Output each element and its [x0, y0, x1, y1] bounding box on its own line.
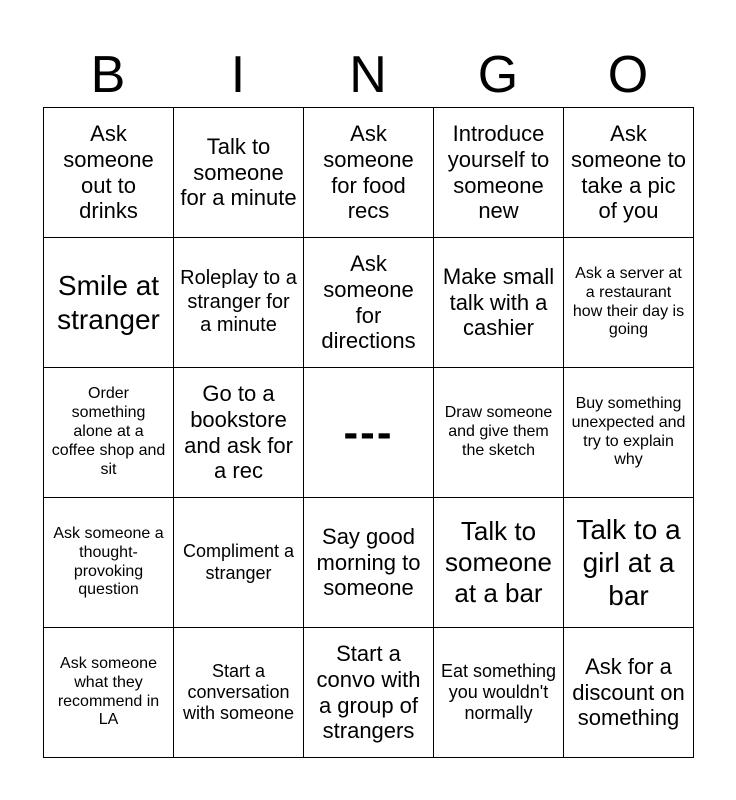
- header-letter-i: I: [230, 46, 246, 104]
- bingo-cell[interactable]: Start a convo with a group of strangers: [304, 628, 434, 758]
- bingo-cell[interactable]: Go to a bookstore and ask for a rec: [174, 368, 304, 498]
- bingo-board: [43, 107, 694, 758]
- board-row-2: [44, 238, 694, 368]
- bingo-cell[interactable]: Ask someone out to drinks: [44, 108, 174, 238]
- board-row-3: [44, 368, 694, 498]
- bingo-cell[interactable]: Smile at stranger: [44, 238, 174, 368]
- bingo-cell[interactable]: Ask someone what they recommend in LA: [44, 628, 174, 758]
- bingo-cell[interactable]: Talk to someone at a bar: [434, 498, 564, 628]
- bingo-header: [43, 42, 693, 108]
- bingo-cell[interactable]: Make small talk with a cashier: [434, 238, 564, 368]
- bingo-cell[interactable]: Eat something you wouldn't normally: [434, 628, 564, 758]
- bingo-cell[interactable]: Roleplay to a stranger for a minute: [174, 238, 304, 368]
- bingo-cell[interactable]: Ask a server at a restaurant how their day is going: [564, 238, 694, 368]
- header-letter-b: B: [90, 46, 126, 104]
- bingo-cell[interactable]: Draw someone and give them the sketch: [434, 368, 564, 498]
- bingo-cell[interactable]: Ask someone for food recs: [304, 108, 434, 238]
- board-row-5: [44, 628, 694, 758]
- bingo-cell[interactable]: Introduce yourself to someone new: [434, 108, 564, 238]
- bingo-cell[interactable]: Say good morning to someone: [304, 498, 434, 628]
- bingo-cell[interactable]: Buy something unexpected and try to explain why: [564, 368, 694, 498]
- bingo-cell[interactable]: Ask someone for directions: [304, 238, 434, 368]
- bingo-cell[interactable]: Ask someone to take a pic of you: [564, 108, 694, 238]
- header-letter-n: N: [349, 46, 387, 104]
- bingo-cell[interactable]: Order something alone at a coffee shop and sit: [44, 368, 174, 498]
- bingo-cell[interactable]: Talk to someone for a minute: [174, 108, 304, 238]
- free-space-cell[interactable]: ---: [304, 368, 434, 498]
- header-letter-o: O: [607, 46, 649, 104]
- bingo-cell[interactable]: Ask for a discount on something: [564, 628, 694, 758]
- bingo-cell[interactable]: Talk to a girl at a bar: [564, 498, 694, 628]
- bingo-cell[interactable]: Start a conversation with someone: [174, 628, 304, 758]
- board-row-1: [44, 108, 694, 238]
- bingo-cell[interactable]: Ask someone a thought-provoking question: [44, 498, 174, 628]
- bingo-cell[interactable]: Compliment a stranger: [174, 498, 304, 628]
- board-row-4: [44, 498, 694, 628]
- header-letter-g: G: [477, 46, 519, 104]
